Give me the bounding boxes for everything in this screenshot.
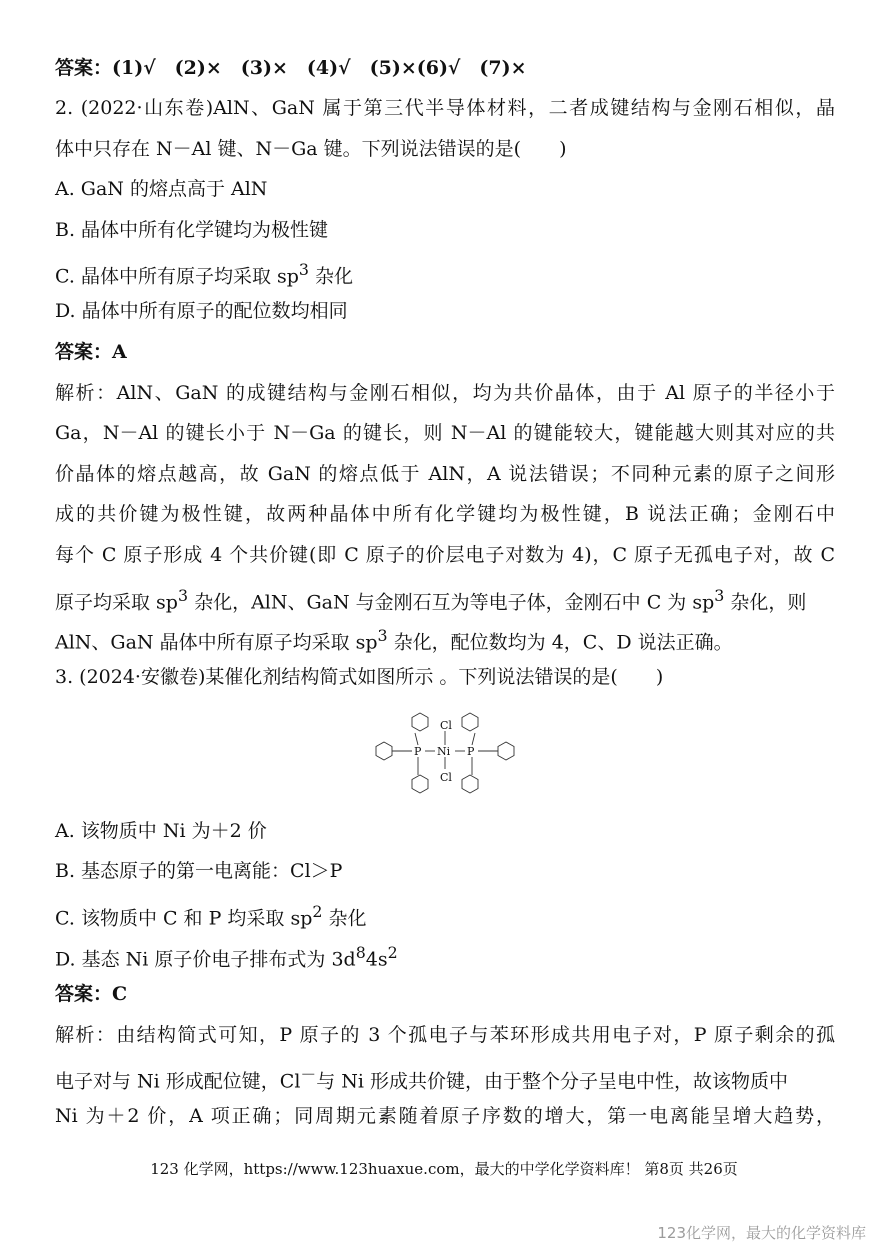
q2-option-c-text-end: 杂化: [308, 265, 354, 288]
q2-answer: 答案：A: [55, 341, 127, 363]
benzene-ring: [462, 713, 478, 731]
superscript: 3: [177, 586, 189, 605]
previous-answer: 答案：(1)√ (2)× (3)× (4)√ (5)×(6)√ (7)×: [55, 57, 527, 79]
q3-answer: 答案：C: [55, 983, 128, 1005]
q2-stem-line1: 2. (2022·山东卷)AlN、GaN 属于第三代半导体材料，二者成键结构与金刚石相似，晶: [55, 97, 835, 119]
q2-exp6-part-a: 原子均采取 sp: [55, 591, 178, 614]
q3-option-c-text-end: 杂化: [322, 907, 367, 930]
q3-option-d: [55, 939, 835, 973]
q2-exp6-part-c: 杂化，则: [724, 591, 807, 614]
q3-option-a: A. 该物质中 Ni 为＋2 价: [55, 820, 267, 842]
benzene-ring: [412, 775, 428, 793]
phosphorus-right-label: P: [467, 745, 475, 758]
superscript: 2: [387, 943, 398, 962]
q3-option-d-text: D. 基态 Ni 原子价电子排布式为 3d: [55, 948, 356, 971]
q2-option-c-text: C. 晶体中所有原子均采取 sp: [55, 265, 299, 288]
q3-option-c-text: C. 该物质中 C 和 P 均采取 sp: [55, 907, 313, 930]
benzene-ring: [412, 713, 428, 731]
q3-option-b: B. 基态原子的第一电离能：Cl＞P: [55, 860, 343, 882]
q3-option-d-mid: 4s: [365, 948, 388, 971]
chlorine-bottom-label: Cl: [440, 771, 452, 784]
q2-option-d: D. 晶体中所有原子的配位数均相同: [55, 300, 348, 322]
q2-explanation-line6: [55, 582, 835, 616]
q2-explanation-line4: 成的共价键为极性键，故两种晶体中所有化学键均为极性键，B 说法正确；金刚石中: [55, 503, 835, 525]
superscript: 3: [377, 626, 388, 645]
watermark: 123化学网，最大的化学资料库: [657, 1224, 866, 1242]
benzene-ring: [498, 742, 514, 760]
q2-exp7-part-b: 杂化，配位数均为 4，C、D 说法正确。: [387, 631, 733, 654]
q3-explanation-line1: 解析：由结构简式可知，P 原子的 3 个孤电子与苯环形成共用电子对，P 原子剩余的孤: [55, 1024, 835, 1046]
q3-explanation-line2: [55, 1061, 835, 1095]
q2-option-b: B. 晶体中所有化学键均为极性键: [55, 219, 329, 241]
q2-option-c: [55, 256, 835, 290]
nickel-label: Ni: [437, 745, 451, 758]
benzene-ring: [376, 742, 392, 760]
q2-explanation-line2: Ga，N－Al 的键长小于 N－Ga 的键长，则 N－Al 的键能较大，键能越大则其对应的共: [55, 422, 835, 444]
q3-stem: 3. (2024·安徽卷)某催化剂结构简式如图所示 。下列说法错误的是( ): [55, 666, 664, 688]
q2-explanation-line1: 解析：AlN、GaN 的成键结构与金刚石相似，均为共价晶体，由于 Al 原子的半径小于: [55, 382, 835, 404]
q3-exp2-part-b: 与 Ni 形成共价键，由于整个分子呈电中性，故该物质中: [316, 1070, 789, 1093]
q2-stem-line2: 体中只存在 N－Al 键、N－Ga 键。下列说法错误的是( ): [55, 138, 567, 160]
superscript: 3: [714, 586, 725, 605]
superscript: 2: [312, 902, 323, 921]
q2-option-a: A. GaN 的熔点高于 AlN: [55, 178, 268, 200]
q2-exp7-part-a: AlN、GaN 晶体中所有原子均采取 sp: [55, 631, 378, 654]
page-footer: 123 化学网，https://www.123huaxue.com，最大的中学化学资料库！ 第8页 共26页: [150, 1160, 738, 1178]
q3-option-c: [55, 898, 835, 932]
benzene-ring: [462, 775, 478, 793]
q2-exp6-part-b: 杂化，AlN、GaN 与金刚石互为等电子体，金刚石中 C 为 sp: [188, 591, 715, 614]
catalyst-structure-figure: [370, 705, 520, 805]
phosphorus-left-label: P: [414, 745, 422, 758]
chlorine-top-label: Cl: [440, 719, 452, 732]
superscript: 8: [355, 943, 366, 962]
q2-explanation-line7: [55, 622, 835, 656]
superscript: 3: [298, 260, 309, 279]
q3-exp2-part-a: 电子对与 Ni 形成配位键，Cl: [55, 1070, 301, 1093]
q3-explanation-line3: Ni 为＋2 价，A 项正确；同周期元素随着原子序数的增大，第一电离能呈增大趋势，: [55, 1105, 835, 1127]
superscript: －: [300, 1065, 317, 1084]
q2-explanation-line3: 价晶体的熔点越高，故 GaN 的熔点低于 AlN，A 说法错误；不同种元素的原子之间形: [55, 463, 835, 485]
q2-explanation-line5: 每个 C 原子形成 4 个共价键(即 C 原子的价层电子对数为 4)，C 原子无孤电子对，故 C: [55, 544, 835, 566]
